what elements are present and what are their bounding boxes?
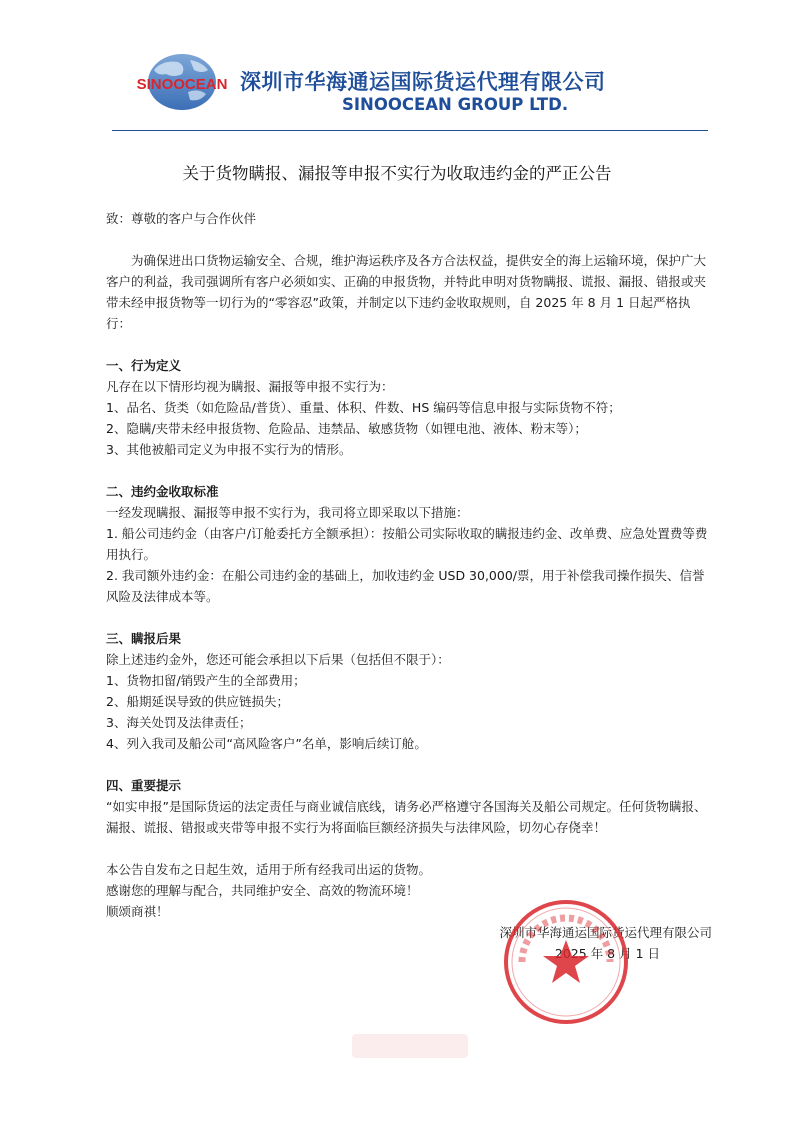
salutation: 致：尊敬的客户与合作伙伴 <box>106 211 257 226</box>
list-item: 2、船期延误导致的供应链损失； <box>106 694 289 709</box>
section-title: 二、违约金收取标准 <box>106 484 219 499</box>
list-item: 2、隐瞒/夹带未经申报货物、危险品、违禁品、敏感货物（如锂电池、液体、粉末等）； <box>106 421 587 436</box>
letterhead <box>132 52 712 122</box>
list-item: 3、其他被船司定义为申报不实行为的情形。 <box>106 442 352 457</box>
list-item: 1. 船公司违约金（由客户/订舱委托方全额承担）：按船公司实际收取的瞒报违约金、改单费、应急处置费等费用执行。 <box>106 526 708 562</box>
section-lead: “如实申报”是国际货运的法定责任与商业诚信底线，请务必严格遵守各国海关及船公司规定。任何货物瞒报、漏报、谎报、错报或夹带等申报不实行为将面临巨额经济损失与法律风险，切勿心存侥幸！ <box>106 799 707 835</box>
list-item: 4、列入我司及船公司“高风险客户”名单，影响后续订舱。 <box>106 736 427 751</box>
globe-logo-icon <box>132 52 232 114</box>
company-name-en: SINOOCEAN GROUP LTD. <box>342 95 569 114</box>
svg-text:SINOOCEAN: SINOOCEAN <box>136 76 228 93</box>
notice-title: 关于货物瞒报、漏报等申报不实行为收取违约金的严正公告 <box>182 164 612 183</box>
section-title: 四、重要提示 <box>106 778 182 793</box>
list-item: 2. 我司额外违约金：在船公司违约金的基础上，加收违约金 USD 30,000/票，用于补偿我司操作损失、信誉风险及法律成本等。 <box>106 568 705 604</box>
closing-line: 感谢您的理解与配合，共同维护安全、高效的物流环境！ <box>106 883 419 898</box>
list-item: 1、货物扣留/销毁产生的全部费用； <box>106 673 306 688</box>
company-name-cn: 深圳市华海通运国际货运代理有限公司 <box>240 70 606 94</box>
signature-company: 深圳市华海通运国际货运代理有限公司 <box>499 925 712 940</box>
closing-line: 顺颂商祺！ <box>106 904 169 919</box>
company-seal-icon <box>502 898 630 1026</box>
closing-line: 本公告自发布之日起生效，适用于所有经我司出运的货物。 <box>106 862 432 877</box>
intro-paragraph: 为确保进出口货物运输安全、合规，维护海运秩序及各方合法权益，提供安全的海上运输环境，保护广大客户的利益，我司强调所有客户必须如实、正确的申报货物，并特此申明对货物瞒报、谎报、漏报、错报或夹带未经申报货物等一切行为的“零容忍”政策，并制定以下违约金收取规则，自 2025 年 8 月 1 日起严格执行： <box>106 253 707 331</box>
signature-date: 2025 年 8 月 1 日 <box>554 946 660 961</box>
section-title: 三、瞒报后果 <box>106 631 182 646</box>
list-item: 3、海关处罚及法律责任； <box>106 715 252 730</box>
section-lead: 凡存在以下情形均视为瞒报、漏报等申报不实行为： <box>106 379 394 394</box>
section-lead: 一经发现瞒报、漏报等申报不实行为，我司将立即采取以下措施： <box>106 505 469 520</box>
section-lead: 除上述违约金外，您还可能会承担以下后果（包括但不限于）： <box>106 652 450 667</box>
list-item: 1、品名、货类（如危险品/普货）、重量、体积、件数、HS 编码等信息申报与实际货物不符； <box>106 400 621 415</box>
header-divider <box>112 130 708 131</box>
watermark-icon <box>348 1028 472 1064</box>
notice-body <box>106 208 712 964</box>
section-title: 一、行为定义 <box>106 358 182 373</box>
